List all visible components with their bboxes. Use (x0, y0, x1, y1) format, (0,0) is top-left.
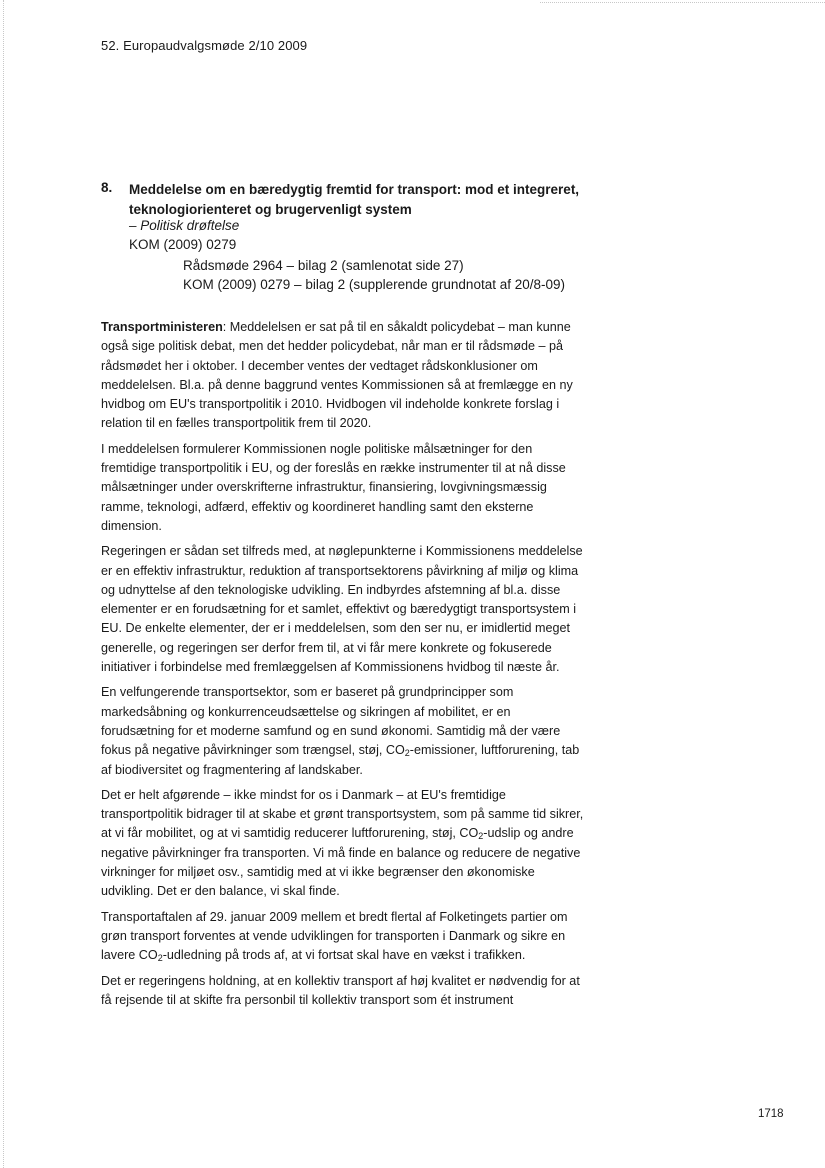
paragraph-3: Regeringen er sådan set tilfreds med, at nøglepunkterne i Kommissionens meddelelse er en effektiv infrastruktur, reduktion af transportsektorens påvirkning af miljø og klima og udnyttelse af den teknologiske udvikling. En indbyrdes afstemning af bl.a. disse elementer er en forudsætning for et samlet, effektivt og bæredygtigt transportsystem i EU. De enkelte elementer, der er i meddelelsen, som den ser nu, er imidlertid meget generelle, og regeringen ser derfor frem til, at vi får mere konkrete og fokuserede initiativer i forbindelse med fremlæggelsen af Kommissionens hvidbog til næste år. (101, 544, 583, 675)
body-text (101, 318, 586, 1016)
supplementary-note-reference: KOM (2009) 0279 – bilag 2 (supplerende grundnotat af 20/8-09) (183, 277, 566, 292)
co2-subscript: 2 (478, 831, 484, 842)
page-number: 1718 (758, 1108, 784, 1120)
speaker-name: Transportministeren (101, 320, 223, 334)
page-left-edge (3, 0, 4, 1168)
co2-subscript: 2 (157, 953, 163, 964)
paragraph-2: I meddelelsen formulerer Kommissionen nogle politiske målsætninger for den fremtidige transportpolitik i EU, og der foreslås en række instrumenter til at nå disse målsætninger under overskrifterne infrastruktur, finansiering, lovgivningsmæssig ramme, teknologi, adfærd, effektiv og koordineret handling samt den eksterne dimension. (101, 441, 566, 533)
paragraph-7: Det er regeringens holdning, at en kollektiv transport af høj kvalitet er nødvendig for at få rejsende til at skifte fra personbil til kollektiv transport som ét instrument (101, 973, 580, 1007)
section-title: Meddelelse om en bæredygtig fremtid for transport: mod et integreret, teknologiorienteret og brugervenligt system (129, 182, 580, 217)
page-header: 52. Europaudvalgsmøde 2/10 2009 (101, 38, 308, 53)
paragraph-1: Transportministeren: Meddelelsen er sat på til en såkaldt policydebat – man kunne også sige politisk debat, men det hedder policydebat, når man er til rådsmøde – på rådsmødet her i oktober. I december ventes der vedtaget rådskonklusioner om meddelelsen. Bl.a. på denne baggrund ventes Kommissionen så at fremlægge en ny hvidbog om EU's transportpolitik i 2010. Hvidbogen vil indeholde konkrete forslag i relation til en fælles transportpolitik frem til 2020. (101, 320, 573, 431)
section-number: 8. (101, 180, 113, 195)
kom-reference: KOM (2009) 0279 (129, 237, 237, 252)
council-meeting-reference: Rådsmøde 2964 – bilag 2 (samlenotat side 27) (183, 258, 464, 273)
page-top-edge (540, 2, 825, 3)
co2-subscript: 2 (404, 748, 410, 759)
section-subtitle: – Politisk drøftelse (129, 218, 240, 233)
paragraph-6: Transportaftalen af 29. januar 2009 mellem et bredt flertal af Folketingets partier om grøn transport forventes at vende udviklingen for transporten i Danmark og sikre en lavere $CO_2$-udledning på trods af, at vi fortsat skal have en vækst i trafikken. (101, 909, 568, 964)
paragraph-5: Det er helt afgørende – ikke mindst for os i Danmark – at EU's fremtidige transportpolitik bidrager til at skabe et grønt transportsystem, som på samme tid sikrer, at vi får mobilitet, og at vi samtidig reducerer luftforurening, støj, $CO_2$-udslip og andre negative påvirkninger fra transporten. Vi må finde en balance og reducere de negative virkninger for miljøet osv., samtidig med at vi ikke begrænser den økonomiske udvikling. Det er den balance, vi skal finde. (101, 787, 584, 899)
paragraph-4: En velfungerende transportsektor, som er baseret på grundprincipper som markedsåbning og konkurrenceudsættelse og sikringen af mobilitet, er en forudsætning for et moderne samfund og en sund økonomi. Samtidig må der være fokus på negative påvirkninger som trængsel, støj, $CO_2$-emissioner, luftforurening, tab af biodiversitet og fragmentering af landskaber. (101, 685, 580, 777)
